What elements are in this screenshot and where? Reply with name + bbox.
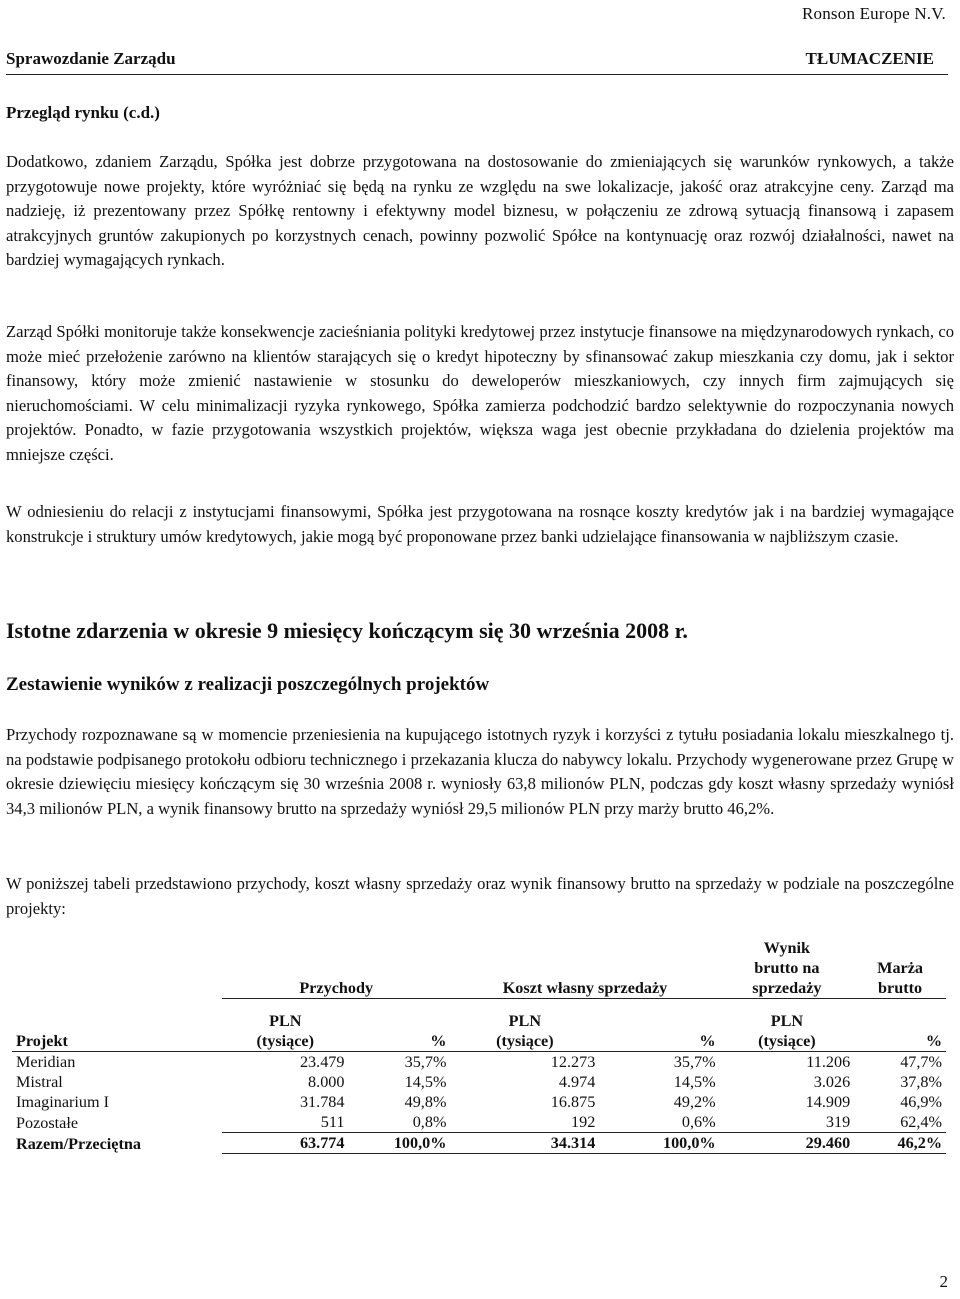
gross-pln-line-2: (tysiące) <box>758 1032 816 1050</box>
revenue-value: 23.479 <box>299 1053 345 1071</box>
section-title: Przegląd rynku (c.d.) <box>6 103 160 122</box>
margin-group-header <box>854 938 946 999</box>
paragraph-credit-policy: Zarząd Spółki monitoruje także konsekwencje zacieśniania polityki kredytowej przez instytucje finansowe na międzynarodowych rynkach, co może mieć przełożenie zarówno na klientów starających się o kredyt hipoteczny by sfinansować zakup mieszkania czy domu, jak i sektor finansowy, który może zmienić nastawienie w stosunku do deweloperów mieszkaniowych, czy innych firm zajmujących się nieruchomościami. W celu minimalizacji ryzyka rynkowego, Spółka zamierza podchodzić bardzo selektywnie do rozpoczynania nowych projektów. Ponadto, w fazie przygotowania wszystkich projektów, większa waga jest obecnie przykładana do dzielenia projektów ma mniejsze części. <box>6 322 954 464</box>
gross-value: 319 <box>720 1112 855 1133</box>
margin-value: 37,8% <box>900 1073 942 1091</box>
project-name: Mistral <box>16 1073 63 1091</box>
revenue-value: 511 <box>222 1112 348 1133</box>
company-name: Ronson Europe N.V. <box>801 4 946 23</box>
total-label: Razem/Przeciętna <box>16 1134 141 1153</box>
cost-value: 192 <box>450 1112 599 1133</box>
table-row <box>12 1092 946 1112</box>
cost-pln-line-1: PLN <box>508 1012 542 1030</box>
revenue-value: 8.000 <box>308 1073 345 1091</box>
total-revenue-pct: 100,0% <box>348 1133 450 1154</box>
gross-pln-header <box>720 1011 855 1052</box>
project-results-table <box>12 938 946 1154</box>
total-cost: 34.314 <box>450 1133 599 1154</box>
revenue-pct: 14,5% <box>404 1073 447 1091</box>
cost-value: 12.273 <box>550 1053 596 1071</box>
cost-value: 16.875 <box>550 1093 596 1111</box>
cost-group-header: Koszt własny sprzedaży <box>450 938 719 999</box>
cost-pln-header <box>450 1011 599 1052</box>
margin-value: 62,4% <box>854 1112 946 1133</box>
revenue-pct: 35,7% <box>404 1053 447 1071</box>
table-sub-header-row <box>12 1011 946 1052</box>
table-total-row <box>12 1133 946 1154</box>
report-title: Sprawozdanie Zarządu <box>6 49 176 68</box>
revenue-value: 31.784 <box>299 1093 345 1111</box>
table-row <box>12 1112 946 1133</box>
gross-header-line-2: brutto na <box>754 959 820 977</box>
gross-header-line-3: sprzedaży <box>752 979 822 997</box>
page-header <box>6 46 948 75</box>
project-name: Meridian <box>16 1053 76 1071</box>
cost-pct: 14,5% <box>673 1073 716 1091</box>
translation-label: TŁUMACZENIE <box>805 49 934 68</box>
total-margin: 46,2% <box>854 1133 946 1154</box>
revenue-pct: 49,8% <box>404 1093 447 1111</box>
paragraph-revenue-recognition: Przychody rozpoznawane są w momencie przeniesienia na kupującego istotnych ryzyk i korzyści z tytułu posiadania lokalu mieszkalnego tj. na podstawie podpisanego protokołu odbioru technicznego i przekazania klucza do nabywcy lokalu. Przychody wygenerowane przez Grupę w okresie dziewięciu miesięcy kończącym się 30 września 2008 r. wyniosły 63,8 milionów PLN, podczas gdy koszt własny sprzedaży wyniósł 34,3 milionów PLN, a wynik finansowy brutto na sprzedaży wyniósł 29,5 milionów PLN przy marży brutto 46,2%. <box>6 725 954 818</box>
gross-pln-line-1: PLN <box>770 1012 804 1030</box>
total-cost-pct: 100,0% <box>599 1133 719 1154</box>
revenue-pct-header: % <box>348 1011 450 1052</box>
cost-pct-header: % <box>599 1011 719 1052</box>
total-revenue: 63.774 <box>222 1133 348 1154</box>
revenue-pct: 0,8% <box>348 1112 450 1133</box>
revenue-pln-header <box>222 1011 348 1052</box>
table-spacer-row <box>12 999 946 1012</box>
revenue-pln-line-2: (tysiące) <box>256 1032 315 1050</box>
margin-header-line-2: brutto <box>878 979 923 997</box>
cost-pct: 35,7% <box>673 1053 716 1071</box>
revenue-group-header: Przychody <box>222 938 450 999</box>
margin-value: 46,9% <box>900 1093 942 1111</box>
page-number: 2 <box>939 1272 948 1291</box>
revenue-pln-line-1: PLN <box>269 1012 302 1030</box>
gross-result-group-header <box>720 938 855 999</box>
project-name: Imaginarium I <box>16 1093 110 1111</box>
gross-value: 14.909 <box>805 1093 851 1111</box>
table-group-header-row <box>12 938 946 999</box>
paragraph-table-intro: W poniższej tabeli przedstawiono przychody, koszt własny sprzedaży oraz wynik finansowy brutto na sprzedaży w podziale na poszczególne projekty: <box>6 874 954 918</box>
cost-pln-line-2: (tysiące) <box>496 1032 554 1050</box>
cost-pct: 0,6% <box>599 1112 719 1133</box>
table-row <box>12 1072 946 1092</box>
sub-heading: Zestawienie wyników z realizacji poszczególnych projektów <box>6 674 490 695</box>
project-column-header: Projekt <box>12 1011 222 1052</box>
margin-value: 47,7% <box>900 1053 942 1071</box>
margin-header-line-1: Marża <box>877 959 924 977</box>
major-heading: Istotne zdarzenia w okresie 9 miesięcy kończącym się 30 września 2008 r. <box>6 618 688 643</box>
gross-value: 3.026 <box>813 1073 851 1091</box>
gross-value: 11.206 <box>806 1053 851 1071</box>
paragraph-financial-institutions: W odniesieniu do relacji z instytucjami finansowymi, Spółka jest przygotowana na rosnące koszty kredytów jak i na bardziej wymagające konstrukcje i struktury umów kredytowych, jakie mogą być proponowane przez banki udzielające finansowania w najbliższym czasie. <box>6 502 954 546</box>
project-name: Pozostałe <box>16 1113 79 1132</box>
empty-header-cell <box>12 938 222 999</box>
paragraph-market-readiness: Dodatkowo, zdaniem Zarządu, Spółka jest dobrze przygotowana na dostosowanie do zmieniających się warunków rynkowych, a także przygotowuje nowe projekty, które wyróżniać się będą na rynku ze względu na swe lokalizacje, jakość oraz atrakcyjne ceny. Zarząd ma nadzieję, iż prezentowany przez Spółkę rentowny i efektywny model biznesu, w połączeniu ze zdrową sytuacją finansową i zapasem atrakcyjnych gruntów zakupionych po korzystnych cenach, powinny pozwolić Spółce na kontynuację oraz rozwój działalności, nawet na bardziej wymagających rynkach. <box>6 152 954 269</box>
gross-header-line-1: Wynik <box>763 939 810 957</box>
cost-value: 4.974 <box>558 1073 596 1091</box>
total-gross: 29.460 <box>720 1133 855 1154</box>
table-row <box>12 1052 946 1073</box>
cost-pct: 49,2% <box>673 1093 716 1111</box>
margin-pct-header: % <box>854 1011 946 1052</box>
document-page <box>6 0 954 1299</box>
